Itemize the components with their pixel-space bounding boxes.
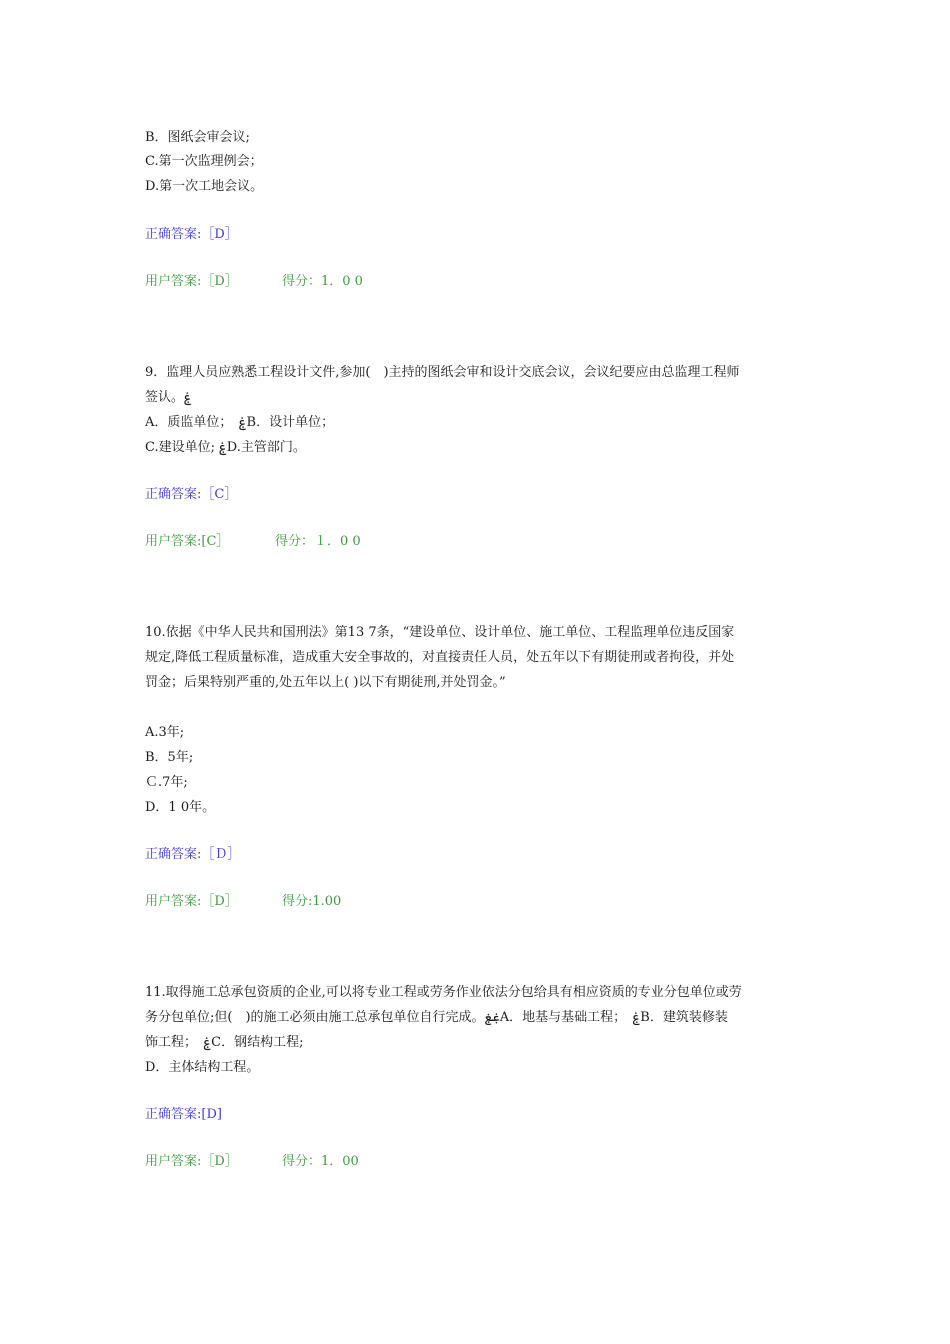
q10-stem-line-3: 罚金；后果特别严重的,处五年以上( )以下有期徒刑,并处罚金。” (145, 675, 506, 690)
q11-stem-line-2: 务分包单位;但( )的施工必须由施工总承包单位自行完成。ۼۼA．地基与基础工程； ۼB．建筑装修装 (145, 1010, 728, 1025)
q9-score: 得分：１．0 0 (275, 534, 361, 549)
q8-option-d: D.第一次工地会议。 (145, 179, 264, 194)
q9-user-answer: 用户答案:[C］ (145, 534, 230, 549)
q9-options-line-2: C.建设单位; ۼD.主管部门。 (145, 440, 306, 455)
q10-option-b: B．5年; (145, 750, 194, 765)
q11-option-d: D．主体结构工程。 (145, 1060, 260, 1075)
q10-option-a: A.3年; (145, 725, 185, 740)
q8-option-c: C.第一次监理例会； (145, 154, 263, 169)
q11-stem-line-3: 饰工程； ۼC．钢结构工程; (145, 1035, 304, 1050)
q8-correct-answer: 正确答案:［D］ (145, 227, 238, 242)
q10-option-d: D．1 0年。 (145, 800, 216, 815)
q9-options-line-1: A．质监单位； ۼB．设计单位； (145, 415, 335, 430)
q9-stem-line-1: 9．监理人员应熟悉工程设计文件,参加( )主持的图纸会审和设计交底会议，会议纪要应由总监理工程师 (145, 365, 740, 380)
q10-option-c: Ｃ.7年; (145, 775, 188, 790)
q8-option-b: B．图纸会审会议; (145, 130, 250, 145)
q10-user-answer: 用户答案:［D］ (145, 894, 238, 909)
q9-correct-answer: 正确答案:［C］ (145, 487, 238, 502)
q11-user-answer: 用户答案:［D］ (145, 1154, 238, 1169)
q11-score: 得分：1．00 (282, 1154, 359, 1169)
q10-stem-line-1: 10.依据《中华人民共和国刑法》第13 7条，“建设单位、设计单位、施工单位、工程监理单位违反国家 (145, 625, 735, 640)
q10-correct-answer: 正确答案:［Ｄ］ (145, 847, 241, 862)
q11-correct-answer: 正确答案:[D] (145, 1107, 222, 1122)
q8-score: 得分：1．0 0 (282, 274, 363, 289)
q10-stem-line-2: 规定,降低工程质量标准，造成重大安全事故的，对直接责任人员，处五年以下有期徒刑或者拘役，并处 (145, 650, 735, 665)
q9-stem-line-2: 签认。ۼ (145, 390, 192, 405)
q10-score: 得分:1.00 (282, 894, 342, 909)
q8-user-answer: 用户答案:［D］ (145, 274, 238, 289)
q11-stem-line-1: 11.取得施工总承包资质的企业,可以将专业工程或劳务作业依法分包给具有相应资质的专业分包单位或劳 (145, 985, 742, 1000)
